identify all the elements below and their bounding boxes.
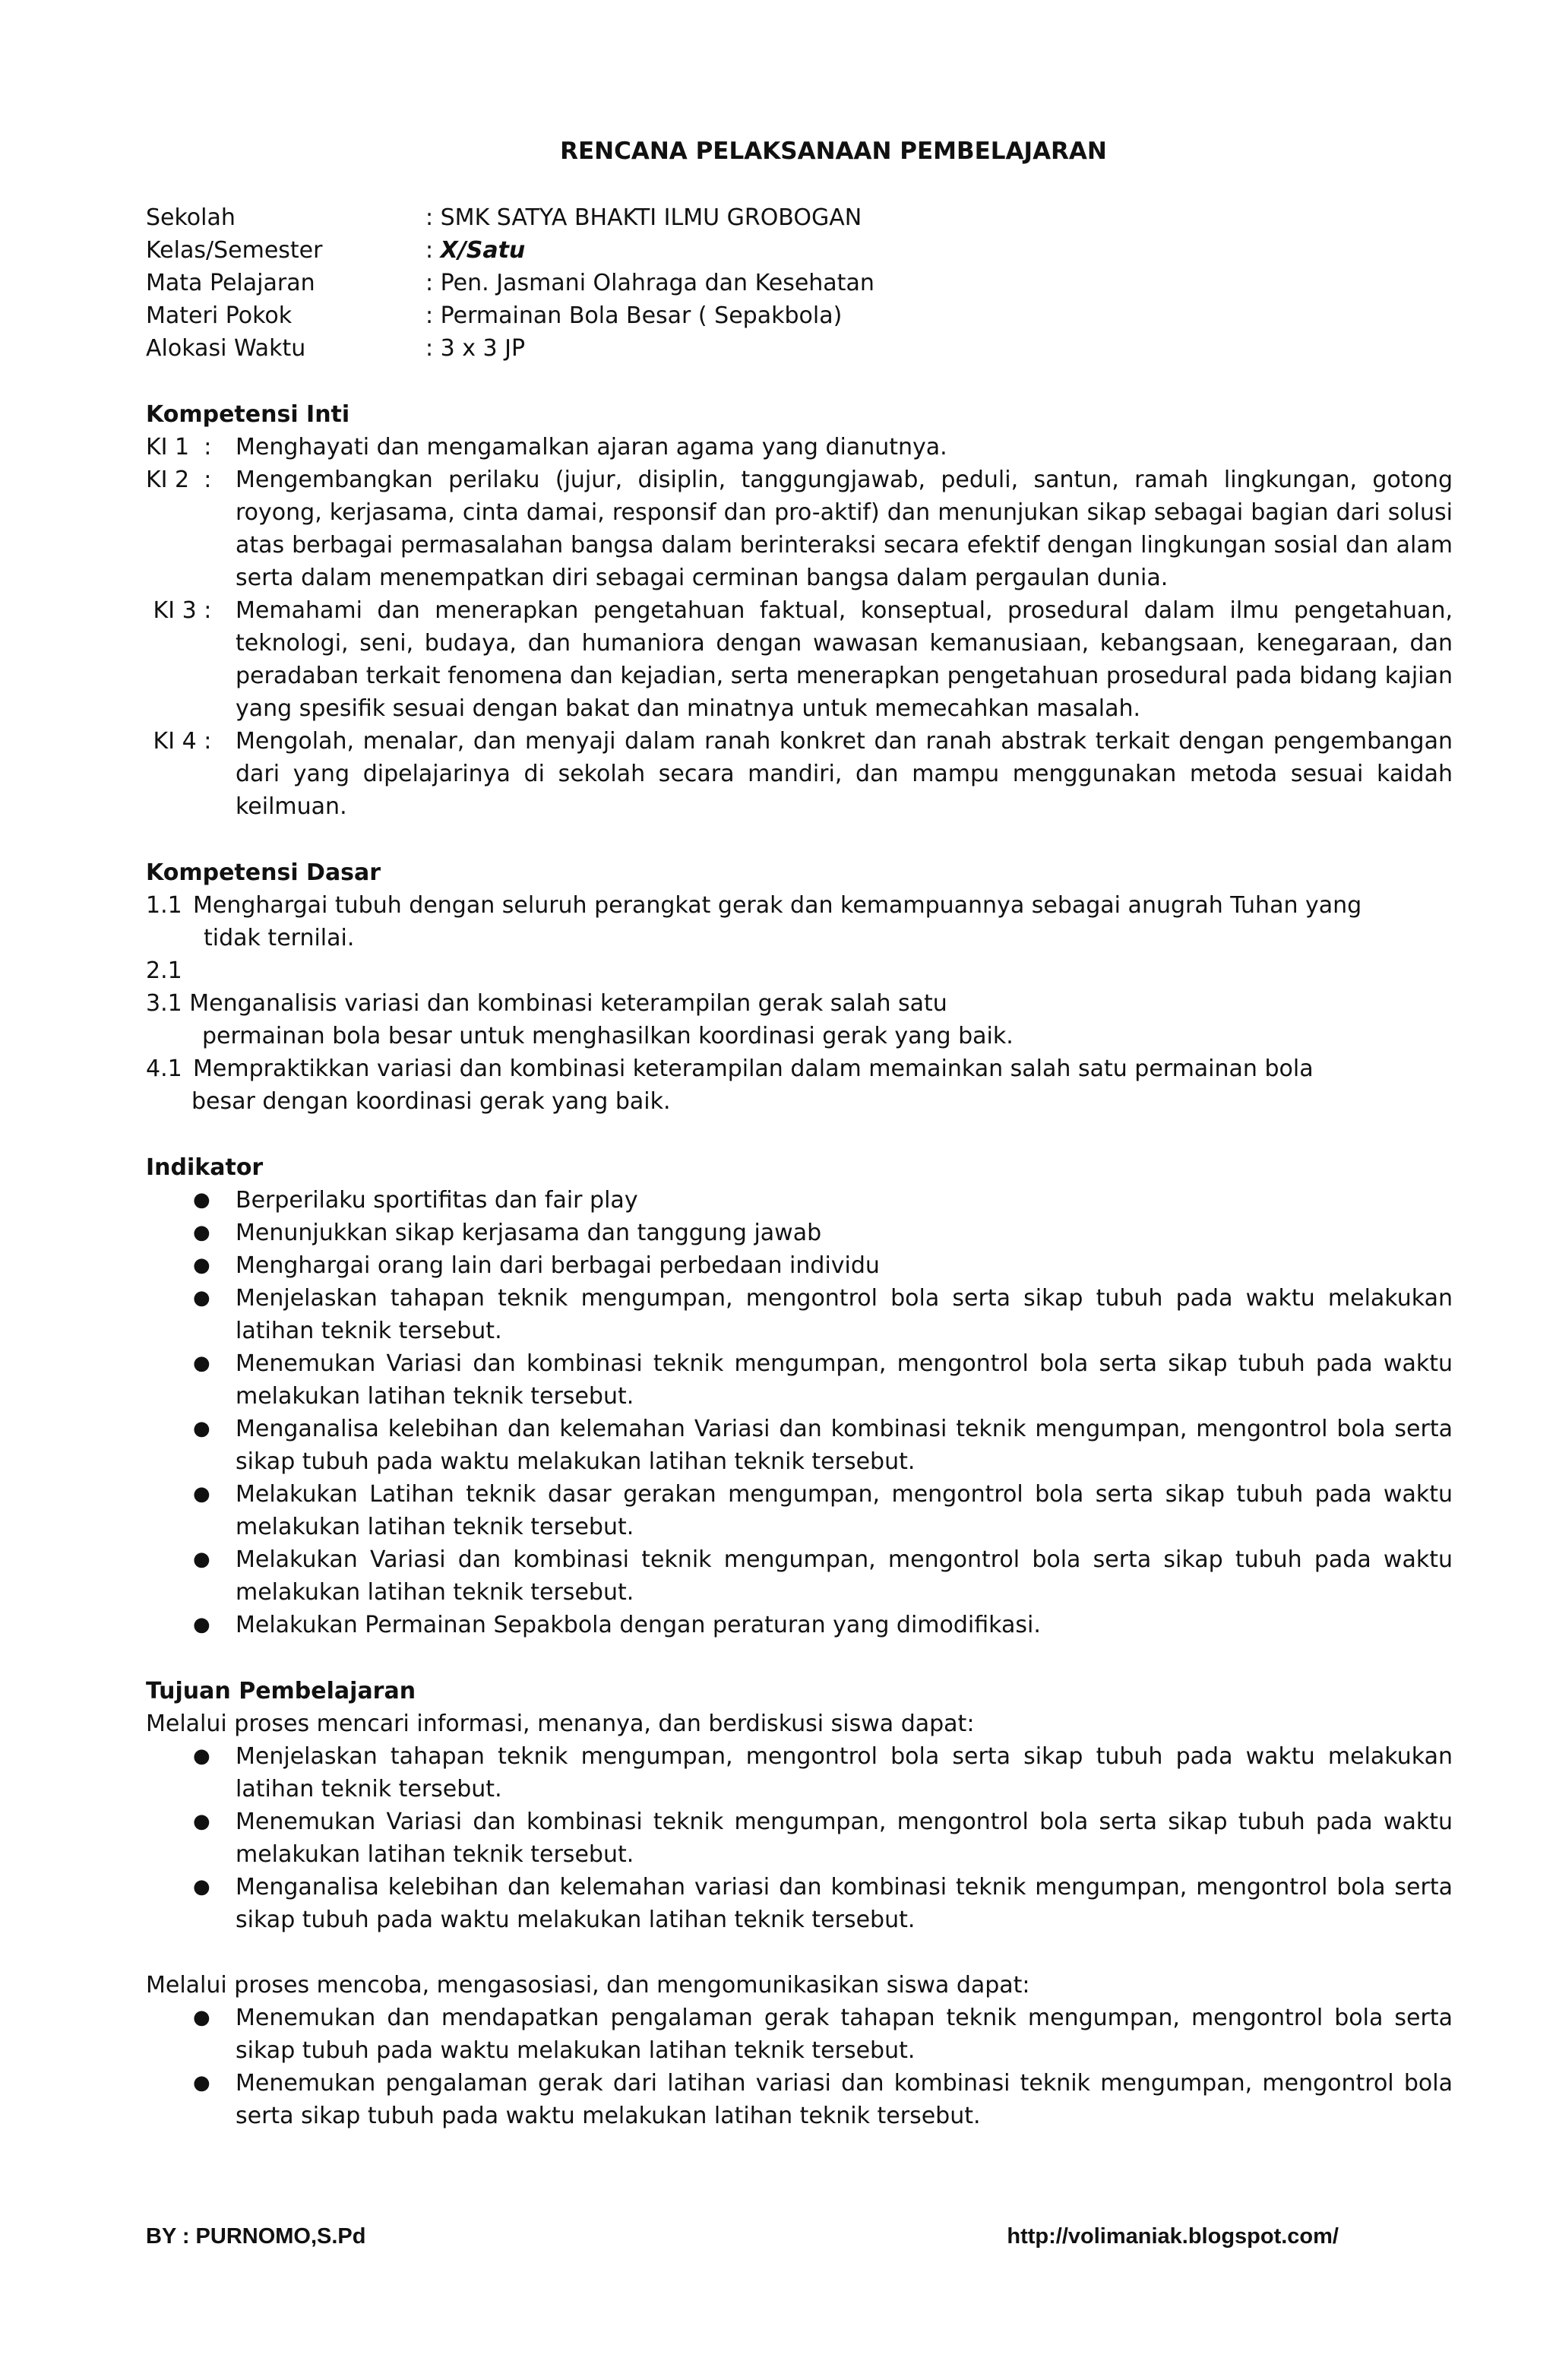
info-value-emphasis: X/Satu bbox=[440, 237, 526, 264]
bullet-icon: ● bbox=[193, 1745, 210, 1768]
list-item-text: Melakukan Latihan teknik dasar gerakan mengumpan, mengontrol bola serta sikap tubuh pada waktu melakukan latihan teknik tersebut. bbox=[236, 1481, 1453, 1540]
kd-text-continuation: tidak ternilai. bbox=[204, 925, 355, 951]
kompetensi-inti-heading: Kompetensi Inti bbox=[146, 401, 350, 428]
list-item bbox=[146, 1543, 1453, 1609]
kd-number: 1.1 bbox=[146, 892, 182, 919]
list-item bbox=[146, 1806, 1453, 1871]
ki-item bbox=[146, 431, 1453, 464]
kd-text: Menghargai tubuh dengan seluruh perangkat gerak dan kemampuannya sebagai anugrah Tuhan yang bbox=[193, 892, 1362, 919]
list-item bbox=[146, 1740, 1453, 1806]
ki-text: Menghayati dan mengamalkan ajaran agama yang dianutnya. bbox=[236, 434, 947, 460]
indikator-list bbox=[146, 1184, 1453, 1641]
kompetensi-inti-list bbox=[146, 431, 1453, 823]
list-item-text: Berperilaku sportifitas dan fair play bbox=[236, 1187, 638, 1214]
tujuan-intro: Melalui proses mencari informasi, menanya, dan berdiskusi siswa dapat: bbox=[146, 1711, 975, 1737]
bullet-icon: ● bbox=[193, 1875, 210, 1898]
footer-author: BY : PURNOMO,S.Pd bbox=[146, 2224, 366, 2249]
kd-item: 2.1 bbox=[146, 957, 182, 984]
kd-item: 3.1 Menganalisis variasi dan kombinasi keterampilan gerak salah satu bbox=[146, 990, 947, 1017]
list-item bbox=[146, 2002, 1453, 2067]
list-item bbox=[146, 1413, 1453, 1478]
bullet-icon: ● bbox=[193, 1417, 210, 1440]
kd-text-continuation: besar dengan koordinasi gerak yang baik. bbox=[191, 1088, 671, 1115]
bullet-icon: ● bbox=[193, 1548, 210, 1571]
kd-text-continuation: permainan bola besar untuk menghasilkan koordinasi gerak yang baik. bbox=[202, 1023, 1014, 1049]
ki-label: KI 2 : bbox=[146, 467, 219, 493]
bullet-icon: ● bbox=[193, 1483, 210, 1505]
info-row-sekolah bbox=[146, 201, 1453, 234]
list-item bbox=[146, 1217, 1453, 1249]
info-row-alokasi bbox=[146, 332, 1453, 365]
document-page bbox=[146, 135, 1453, 2132]
info-value: : Pen. Jasmani Olahraga dan Kesehatan bbox=[425, 270, 874, 296]
list-item-text: Melakukan Variasi dan kombinasi teknik mengumpan, mengontrol bola serta sikap tubuh pada waktu melakukan latihan teknik tersebut. bbox=[236, 1546, 1453, 1606]
bullet-icon: ● bbox=[193, 1810, 210, 1833]
kompetensi-dasar-list bbox=[146, 889, 1453, 1118]
info-label: Alokasi Waktu bbox=[146, 335, 306, 362]
list-item bbox=[146, 1478, 1453, 1543]
ki-label: KI 1 : bbox=[146, 434, 219, 460]
list-item-text: Menganalisa kelebihan dan kelemahan Variasi dan kombinasi teknik mengumpan, mengontrol bola serta sikap tubuh pada waktu melakukan latihan teknik tersebut. bbox=[236, 1416, 1453, 1475]
spacer bbox=[146, 1936, 1453, 1969]
info-value: : SMK SATYA BHAKTI ILMU GROBOGAN bbox=[425, 204, 862, 231]
kd-item bbox=[146, 889, 1453, 922]
list-item bbox=[146, 1347, 1453, 1413]
info-label: Mata Pelajaran bbox=[146, 270, 315, 296]
bullet-icon: ● bbox=[193, 1188, 210, 1211]
tujuan-heading: Tujuan Pembelajaran bbox=[146, 1678, 416, 1704]
list-item-text: Menemukan Variasi dan kombinasi teknik mengumpan, mengontrol bola serta sikap tubuh pada waktu melakukan latihan teknik tersebut. bbox=[236, 1809, 1453, 1868]
bullet-icon: ● bbox=[193, 2006, 210, 2029]
list-item bbox=[146, 2067, 1453, 2132]
list-item bbox=[146, 1282, 1453, 1347]
bullet-icon: ● bbox=[193, 1221, 210, 1244]
ki-text: Mengembangkan perilaku (jujur, disiplin, tanggungjawab, peduli, santun, ramah lingkungan, gotong royong, kerjasama, cinta damai, responsif dan pro-aktif) dan menunjukan sikap sebagai bagian dari solusi atas berbagai permasalahan bangsa dalam berinteraksi secara efektif dengan lingkungan sosial dan alam serta dalam menempatkan diri sebagai cerminan bangsa dalam pergaulan dunia. bbox=[236, 467, 1453, 591]
list-item bbox=[146, 1871, 1453, 1936]
ki-text: Memahami dan menerapkan pengetahuan faktual, konseptual, prosedural dalam ilmu pengetahuan, teknologi, seni, budaya, dan humaniora dengan wawasan kemanusiaan, kebangsaan, kenegaraan, dan peradaban terkait fenomena dan kejadian, serta menerapkan pengetahuan prosedural pada bidang kajian yang spesifik sesuai dengan bakat dan minatnya untuk memecahkan masalah. bbox=[236, 597, 1453, 722]
bullet-icon: ● bbox=[193, 1613, 210, 1636]
tujuan-list-1 bbox=[146, 1740, 1453, 1936]
list-item bbox=[146, 1184, 1453, 1217]
ki-item bbox=[146, 594, 1453, 725]
indikator-heading: Indikator bbox=[146, 1154, 264, 1181]
tujuan-intro: Melalui proses mencoba, mengasosiasi, dan mengomunikasikan siswa dapat: bbox=[146, 1972, 1030, 1999]
info-block bbox=[146, 201, 1453, 365]
tujuan-list-2 bbox=[146, 2002, 1453, 2132]
footer-url[interactable]: http://volimaniak.blogspot.com/ bbox=[1007, 2224, 1339, 2249]
ki-item bbox=[146, 464, 1453, 594]
kd-item bbox=[146, 1052, 1453, 1085]
list-item-text: Menunjukkan sikap kerjasama dan tanggung jawab bbox=[236, 1220, 822, 1246]
ki-item bbox=[146, 725, 1453, 823]
document-title: RENCANA PELAKSANAAN PEMBELAJARAN bbox=[560, 138, 1107, 165]
info-label: Kelas/Semester bbox=[146, 237, 323, 264]
info-row-materi bbox=[146, 299, 1453, 332]
list-item bbox=[146, 1609, 1453, 1641]
page-footer bbox=[146, 2220, 1339, 2253]
list-item-text: Menganalisa kelebihan dan kelemahan variasi dan kombinasi teknik mengumpan, mengontrol bola serta sikap tubuh pada waktu melakukan latihan teknik tersebut. bbox=[236, 1874, 1453, 1933]
ki-text: Mengolah, menalar, dan menyaji dalam ranah konkret dan ranah abstrak terkait dengan pengembangan dari yang dipelajarinya di sekolah secara mandiri, dan mampu menggunakan metoda sesuai kaidah keilmuan. bbox=[236, 728, 1453, 820]
list-item-text: Menemukan pengalaman gerak dari latihan variasi dan kombinasi teknik mengumpan, mengontrol bola serta sikap tubuh pada waktu melakukan latihan teknik tersebut. bbox=[236, 2070, 1453, 2129]
list-item-text: Melakukan Permainan Sepakbola dengan peraturan yang dimodifikasi. bbox=[236, 1612, 1041, 1638]
info-value: : Permainan Bola Besar ( Sepakbola) bbox=[425, 302, 843, 329]
kd-text: Mempraktikkan variasi dan kombinasi keterampilan dalam memainkan salah satu permainan bola bbox=[193, 1055, 1314, 1082]
ki-label: KI 4 : bbox=[146, 728, 219, 755]
list-item-text: Menghargai orang lain dari berbagai perbedaan individu bbox=[236, 1252, 880, 1279]
bullet-icon: ● bbox=[193, 1287, 210, 1309]
list-item bbox=[146, 1249, 1453, 1282]
ki-label: KI 3 : bbox=[146, 597, 212, 624]
info-value bbox=[425, 234, 525, 267]
list-item-text: Menemukan dan mendapatkan pengalaman gerak tahapan teknik mengumpan, mengontrol bola serta sikap tubuh pada waktu melakukan latihan teknik tersebut. bbox=[236, 2005, 1453, 2064]
info-label: Materi Pokok bbox=[146, 302, 293, 329]
kd-number: 4.1 bbox=[146, 1055, 182, 1082]
bullet-icon: ● bbox=[193, 1352, 210, 1375]
info-label: Sekolah bbox=[146, 204, 236, 231]
bullet-icon: ● bbox=[193, 2071, 210, 2094]
list-item-text: Menjelaskan tahapan teknik mengumpan, mengontrol bola serta sikap tubuh pada waktu melakukan latihan teknik tersebut. bbox=[236, 1285, 1453, 1344]
bullet-icon: ● bbox=[193, 1254, 210, 1277]
list-item-text: Menjelaskan tahapan teknik mengumpan, mengontrol bola serta sikap tubuh pada waktu melakukan latihan teknik tersebut. bbox=[236, 1743, 1453, 1802]
info-value: : 3 x 3 JP bbox=[425, 335, 526, 362]
kompetensi-dasar-heading: Kompetensi Dasar bbox=[146, 859, 381, 886]
list-item-text: Menemukan Variasi dan kombinasi teknik mengumpan, mengontrol bola serta sikap tubuh pada waktu melakukan latihan teknik tersebut. bbox=[236, 1350, 1453, 1410]
info-value-prefix: : bbox=[425, 237, 441, 264]
info-row-kelas bbox=[146, 234, 1453, 267]
info-row-mapel bbox=[146, 267, 1453, 299]
